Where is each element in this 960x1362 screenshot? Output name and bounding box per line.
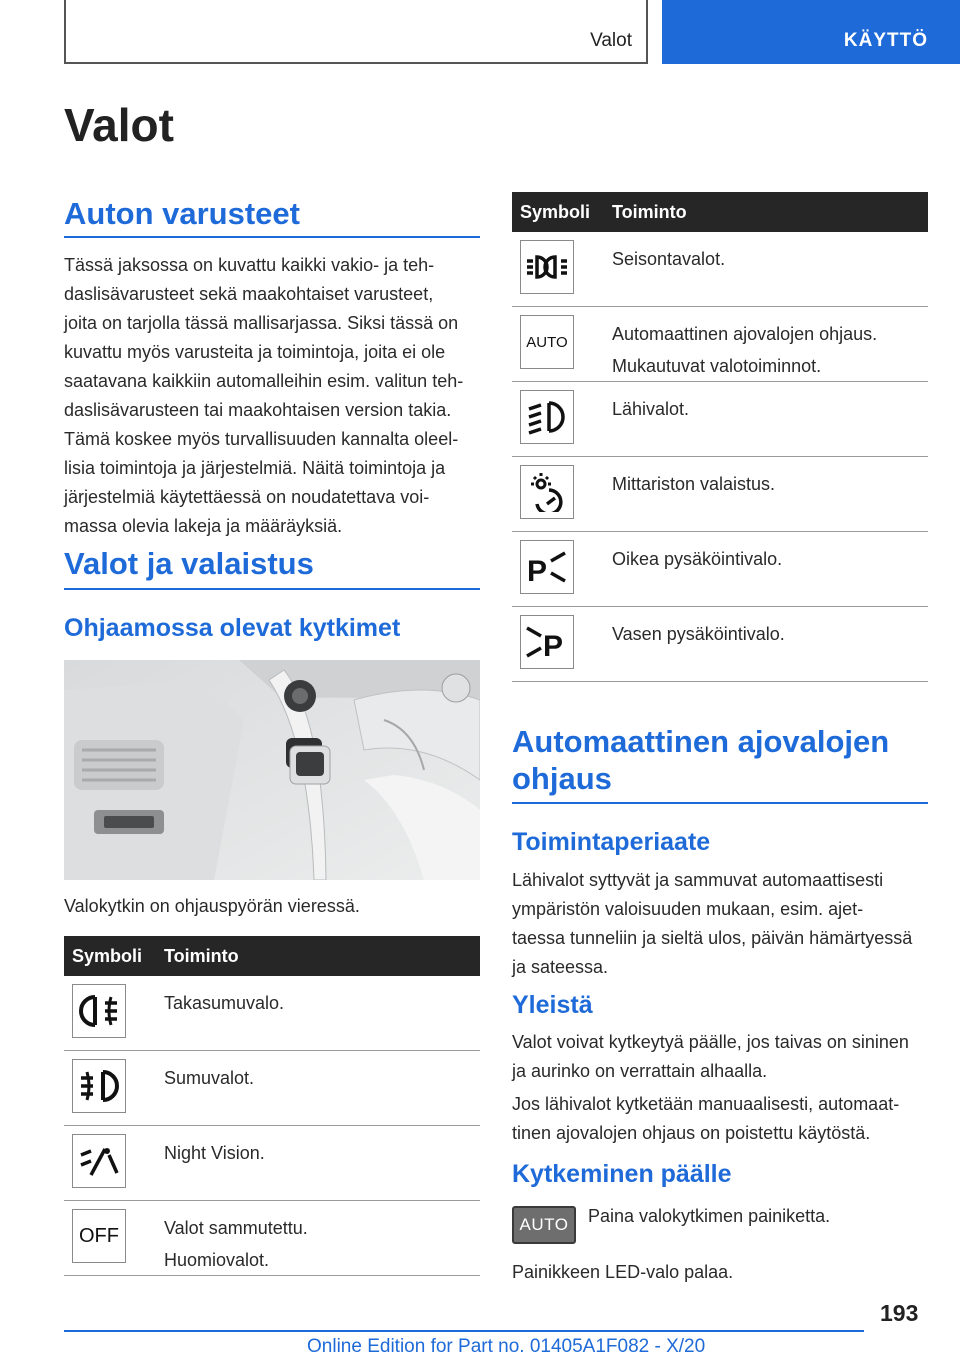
function-line: Takasumuvalo. bbox=[164, 993, 285, 1013]
table-row bbox=[512, 232, 928, 307]
heading-line: Automaattinen ajovalojen bbox=[512, 724, 890, 759]
function-text bbox=[612, 244, 725, 274]
left-symbol-table bbox=[64, 936, 480, 1276]
paragraph-line: Tässä jaksossa on kuvattu kaikki vakio- ja teh- bbox=[64, 255, 435, 275]
paragraph-line: saatavana kaikkiin automalleihin esim. valitun teh- bbox=[64, 371, 464, 391]
column-header-function: Toiminto bbox=[612, 201, 687, 222]
paragraph-line: joita on tarjolla tässä mallisarjassa. Siksi tässä on bbox=[64, 313, 459, 333]
subheading-yleista: Yleistä bbox=[512, 991, 593, 1019]
paragraph-line: kuvattu myös varusteita ja toimintoja, joita ei ole bbox=[64, 342, 446, 362]
fog-lights-icon bbox=[72, 1059, 126, 1113]
heading-text: Valot ja valaistus bbox=[64, 546, 314, 581]
subheading-toimintaperiaate: Toimintaperiaate bbox=[512, 828, 711, 856]
section-heading-auton-varusteet bbox=[64, 196, 480, 238]
dashboard-light-switch-photo bbox=[64, 660, 480, 880]
function-text bbox=[164, 1138, 265, 1168]
parking-lights-icon bbox=[520, 240, 574, 294]
paragraph-line: daslisävarusteen tai maakohtaisen version takia. bbox=[64, 400, 452, 420]
instrument-lighting-icon bbox=[520, 465, 574, 519]
paragraph-line: taessa tunneliin ja sieltä ulos, päivän hämärtyessä bbox=[512, 928, 913, 948]
off-icon bbox=[72, 1209, 126, 1263]
function-text bbox=[164, 988, 284, 1018]
auto-button-icon bbox=[512, 1206, 576, 1244]
paragraph-line: ja aurinko on verrattain alhaalla. bbox=[512, 1061, 768, 1081]
table-row bbox=[64, 1201, 480, 1276]
paragraph-line: ja sateessa. bbox=[512, 957, 609, 977]
function-line: Mukautuvat valotoiminnot. bbox=[612, 356, 822, 376]
subheading-kytkeminen: Kytkeminen päälle bbox=[512, 1160, 732, 1188]
toimintaperiaate-paragraph bbox=[512, 866, 932, 982]
table-row bbox=[512, 457, 928, 532]
function-text bbox=[164, 1213, 308, 1275]
function-line: Lähivalot. bbox=[612, 399, 690, 419]
auto-icon bbox=[520, 315, 574, 369]
footer-divider bbox=[64, 1330, 864, 1332]
header-chapter-tab[interactable] bbox=[662, 0, 960, 64]
paragraph-line: Lähivalot syttyvät ja sammuvat automaattisesti bbox=[512, 870, 884, 890]
function-text bbox=[164, 1063, 254, 1093]
paragraph-line: Tämä koskee myös turvallisuuden kannalta oleel- bbox=[64, 429, 459, 449]
paragraph-line: järjestelmiä käytettäessä on noudatettava voi- bbox=[64, 487, 430, 507]
header-section-box bbox=[64, 0, 648, 64]
paragraph-line: Valot voivat kytkeytyä päälle, jos taivas on sininen bbox=[512, 1032, 909, 1052]
column-header-function: Toiminto bbox=[164, 945, 239, 966]
paragraph-line: ympäristön valoisuuden mukaan, esim. ajet- bbox=[512, 899, 864, 919]
led-text: Painikkeen LED-valo palaa. bbox=[512, 1262, 734, 1282]
yleista-paragraph-2 bbox=[512, 1090, 932, 1148]
svg-text:P: P bbox=[527, 555, 548, 587]
icon-text: OFF bbox=[79, 1224, 119, 1247]
function-text bbox=[612, 469, 775, 499]
paragraph-line: lisia toimintoja ja järjestelmiä. Näitä toimintoja ja bbox=[64, 458, 446, 478]
photo-caption: Valokytkin on ohjauspyörän vieressä. bbox=[64, 896, 360, 916]
function-line: Valot sammutettu. bbox=[164, 1218, 308, 1238]
function-line: Huomiovalot. bbox=[164, 1250, 270, 1270]
function-line: Seisontavalot. bbox=[612, 249, 726, 269]
right-parking-light-icon bbox=[520, 540, 574, 594]
heading-text: Auton varusteet bbox=[64, 196, 300, 231]
function-text bbox=[612, 394, 689, 424]
paragraph-line: massa olevia lakeja ja määräyksiä. bbox=[64, 516, 343, 536]
table-row bbox=[64, 976, 480, 1051]
table-row bbox=[64, 1126, 480, 1201]
column-header-symbol: Symboli bbox=[72, 945, 143, 966]
table-row bbox=[512, 532, 928, 607]
heading-line: ohjaus bbox=[512, 760, 612, 796]
function-text bbox=[612, 319, 877, 381]
low-beam-icon bbox=[520, 390, 574, 444]
section-heading-valot-ja-valaistus bbox=[64, 546, 480, 590]
table-row bbox=[512, 607, 928, 682]
left-parking-light-icon bbox=[520, 615, 574, 669]
function-line: Mittariston valaistus. bbox=[612, 474, 776, 494]
icon-text: AUTO bbox=[526, 333, 568, 351]
table-row bbox=[512, 307, 928, 382]
function-text bbox=[612, 619, 785, 649]
function-line: Automaattinen ajovalojen ohjaus. bbox=[612, 324, 878, 344]
function-line: Night Vision. bbox=[164, 1143, 265, 1163]
function-line: Vasen pysäköintivalo. bbox=[612, 624, 785, 644]
page-title: Valot bbox=[64, 99, 174, 151]
footer-edition-text: Online Edition for Part no. 01405A1F082 - X/20 bbox=[307, 1336, 706, 1357]
subheading-ohjaamo: Ohjaamossa olevat kytkimet bbox=[64, 614, 401, 642]
rear-fog-light-icon bbox=[72, 984, 126, 1038]
paragraph-line: tinen ajovalojen ohjaus on poistettu käytöstä. bbox=[512, 1123, 871, 1143]
paragraph-line: daslisävarusteet sekä maakohtaiset varusteet, bbox=[64, 284, 434, 304]
svg-text:P: P bbox=[543, 630, 564, 662]
table-header-row bbox=[64, 936, 480, 976]
section-heading-automaattinen bbox=[512, 724, 928, 804]
page-number: 193 bbox=[880, 1300, 919, 1326]
kytkeminen-text: Paina valokytkimen painiketta. bbox=[588, 1206, 831, 1226]
auto-button-label: AUTO bbox=[519, 1215, 569, 1234]
header-chapter-label: KÄYTTÖ bbox=[843, 30, 928, 51]
night-vision-icon bbox=[72, 1134, 126, 1188]
function-text bbox=[612, 544, 782, 574]
paragraph-line: Jos lähivalot kytketään manuaalisesti, automaat- bbox=[512, 1094, 900, 1114]
table-row bbox=[64, 1051, 480, 1126]
function-line: Sumuvalot. bbox=[164, 1068, 255, 1088]
header-section-title: Valot bbox=[590, 30, 632, 51]
yleista-paragraph-1 bbox=[512, 1028, 932, 1086]
right-symbol-table bbox=[512, 192, 928, 682]
table-row bbox=[512, 382, 928, 457]
auton-varusteet-paragraph bbox=[64, 251, 484, 541]
column-header-symbol: Symboli bbox=[520, 201, 591, 222]
table-header-row bbox=[512, 192, 928, 232]
function-line: Oikea pysäköintivalo. bbox=[612, 549, 783, 569]
